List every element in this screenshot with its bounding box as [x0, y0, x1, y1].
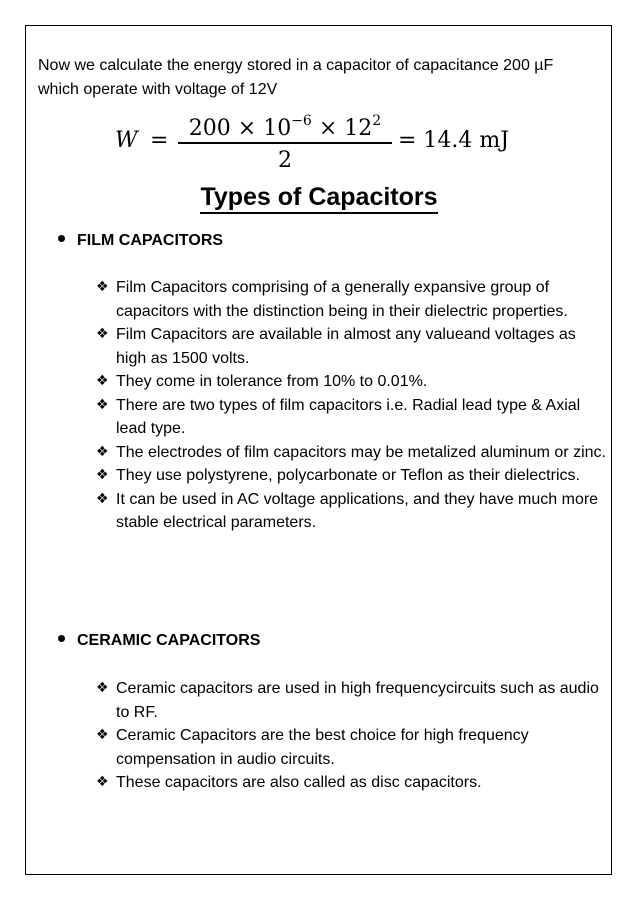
numerator-base: 200 × 10	[188, 116, 292, 141]
list-item-text: There are two types of film capacitors i.e. Radial lead type & Axial lead type.	[116, 396, 581, 437]
diamond-bullet-icon: ❖	[96, 467, 109, 483]
diamond-bullet-icon: ❖	[96, 680, 109, 696]
intro-paragraph: Now we calculate the energy stored in a capacitor of capacitance 200 µF which operate with voltage of 12V	[38, 57, 554, 98]
section-film-title	[58, 229, 223, 253]
diamond-bullet-icon: ❖	[96, 774, 109, 790]
heading-text: Types of Capacitors	[200, 183, 437, 214]
list-item	[96, 276, 606, 323]
list-item	[96, 441, 606, 465]
bullet-dot	[58, 635, 65, 642]
list-item	[96, 677, 606, 724]
list-item	[96, 488, 606, 535]
diamond-bullet-icon: ❖	[96, 396, 109, 413]
diamond-bullet-icon: ❖	[96, 279, 109, 295]
list-item-text: These capacitors are also called as disc capacitors.	[116, 774, 482, 791]
film-title-text: FILM CAPACITORS	[77, 232, 224, 249]
numerator-exponent-2: 2	[372, 113, 382, 129]
list-item-text: It can be used in AC voltage applications, and they have much more stable electrical parameters.	[116, 490, 599, 531]
formula-numerator	[178, 104, 392, 141]
list-item	[96, 370, 606, 394]
ceramic-capacitors-list	[96, 677, 606, 795]
numerator-term-2: × 12	[311, 116, 373, 141]
list-item-text: They use polystyrene, polycarbonate or Teflon as their dielectrics.	[116, 467, 580, 484]
fraction-bar	[178, 142, 392, 144]
list-item-text: Film Capacitors comprising of a generally expansive group of capacitors with the distinction being in their dielectric properties.	[116, 279, 568, 320]
formula-denominator: 2	[278, 148, 292, 173]
section-ceramic-title	[58, 629, 260, 653]
numerator-exponent-1: −6	[291, 113, 312, 129]
film-capacitors-list	[96, 276, 606, 535]
diamond-bullet-icon: ❖	[96, 490, 109, 507]
ceramic-title-text: CERAMIC CAPACITORS	[77, 632, 261, 649]
diamond-bullet-icon: ❖	[96, 373, 109, 389]
list-item	[96, 464, 606, 488]
list-item-text: Ceramic Capacitors are the best choice for high frequency compensation in audio circuits.	[116, 727, 529, 768]
list-item	[96, 724, 606, 771]
list-item-text: The electrodes of film capacitors may be metalized aluminum or zinc.	[116, 443, 606, 461]
formula-equals: =	[150, 128, 169, 153]
bullet-dot	[58, 235, 65, 242]
formula-result: = 14.4 mJ	[398, 128, 510, 153]
page-heading	[0, 180, 638, 214]
list-item	[96, 771, 606, 795]
list-item	[96, 323, 606, 370]
formula-fraction	[178, 104, 392, 173]
diamond-bullet-icon: ❖	[96, 326, 109, 342]
list-item-text: Film Capacitors are available in almost any valueand voltages as high as 1500 volts.	[116, 326, 576, 367]
formula-lhs: W	[115, 128, 138, 153]
list-item-text: They come in tolerance from 10% to 0.01%.	[116, 373, 428, 390]
diamond-bullet-icon: ❖	[96, 443, 109, 460]
list-item	[96, 394, 606, 441]
diamond-bullet-icon: ❖	[96, 727, 109, 743]
list-item-text: Ceramic capacitors are used in high frequencycircuits such as audio to RF.	[116, 680, 599, 721]
energy-formula	[0, 104, 638, 180]
